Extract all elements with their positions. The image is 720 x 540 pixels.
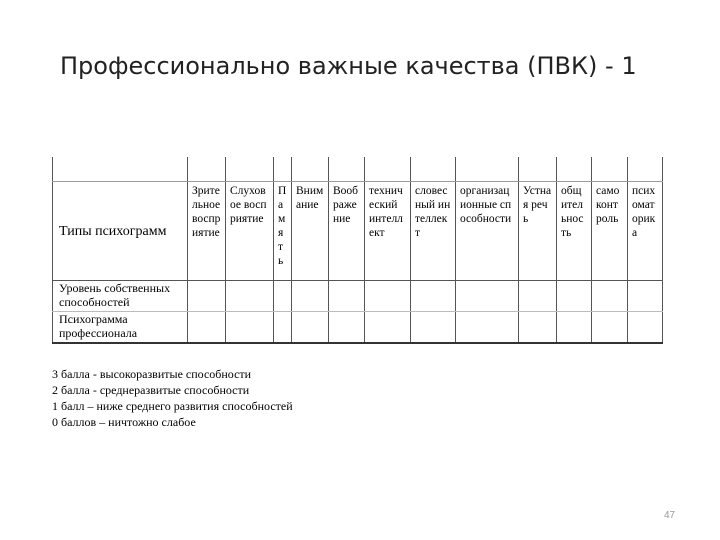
table-cell xyxy=(557,312,592,344)
table-cell xyxy=(188,312,226,344)
table-cell xyxy=(628,312,663,344)
table-cell xyxy=(226,312,274,344)
table-cell xyxy=(557,281,592,312)
legend-item: 0 баллов – ничтожно слабое xyxy=(52,415,196,429)
column-header-organizational-abilities: организационные способности xyxy=(456,182,519,281)
column-header-memory: Память xyxy=(274,182,292,281)
table-cell xyxy=(329,312,365,344)
table-header-row xyxy=(53,182,663,281)
table-cell xyxy=(226,281,274,312)
column-header-verbal-intellect: словесный интеллект xyxy=(411,182,456,281)
column-header-psychomotorics: психоматорика xyxy=(628,182,663,281)
legend-item: 2 балла - среднеразвитые способности xyxy=(52,383,250,397)
table-cell xyxy=(292,312,329,344)
table-cell xyxy=(365,281,411,312)
column-header-attention: Внимание xyxy=(292,182,329,281)
table-row xyxy=(53,312,663,344)
row-label-own-abilities: Уровень собственных способностей xyxy=(53,281,188,312)
table-cell xyxy=(456,312,519,344)
column-header-imagination: Воображение xyxy=(329,182,365,281)
table-top-spacer-row xyxy=(53,157,663,182)
table-cell xyxy=(456,281,519,312)
slide-title: Профессионально важные качества (ПВК) - 1 xyxy=(60,52,637,80)
table-cell xyxy=(592,281,628,312)
column-header-sociability: общительность xyxy=(557,182,592,281)
column-header-self-control: самоконтроль xyxy=(592,182,628,281)
legend-item: 1 балл – ниже среднего развития способностей xyxy=(52,399,293,413)
table-cell xyxy=(411,281,456,312)
table-cell xyxy=(292,281,329,312)
table-cell xyxy=(519,312,557,344)
column-header-visual-perception: Зрительное восприятие xyxy=(188,182,226,281)
table-cell xyxy=(365,312,411,344)
table-cell xyxy=(592,312,628,344)
row-header-label: Типы психограмм xyxy=(53,182,188,281)
psychogram-table xyxy=(52,157,663,344)
table-cell xyxy=(329,281,365,312)
column-header-oral-speech: Устная речь xyxy=(519,182,557,281)
table-cell xyxy=(274,281,292,312)
column-header-auditory-perception: Слуховое восприятие xyxy=(226,182,274,281)
table-cell xyxy=(188,281,226,312)
legend-item: 3 балла - высокоразвитые способности xyxy=(52,367,252,381)
table-cell xyxy=(519,281,557,312)
table-cell xyxy=(411,312,456,344)
page-number: 47 xyxy=(664,510,676,521)
score-legend xyxy=(52,366,293,430)
column-header-technical-intellect: технический интеллект xyxy=(365,182,411,281)
table-cell xyxy=(274,312,292,344)
row-label-professional-psychogram: Психограмма профессионала xyxy=(53,312,188,344)
table-row xyxy=(53,281,663,312)
table-cell xyxy=(628,281,663,312)
